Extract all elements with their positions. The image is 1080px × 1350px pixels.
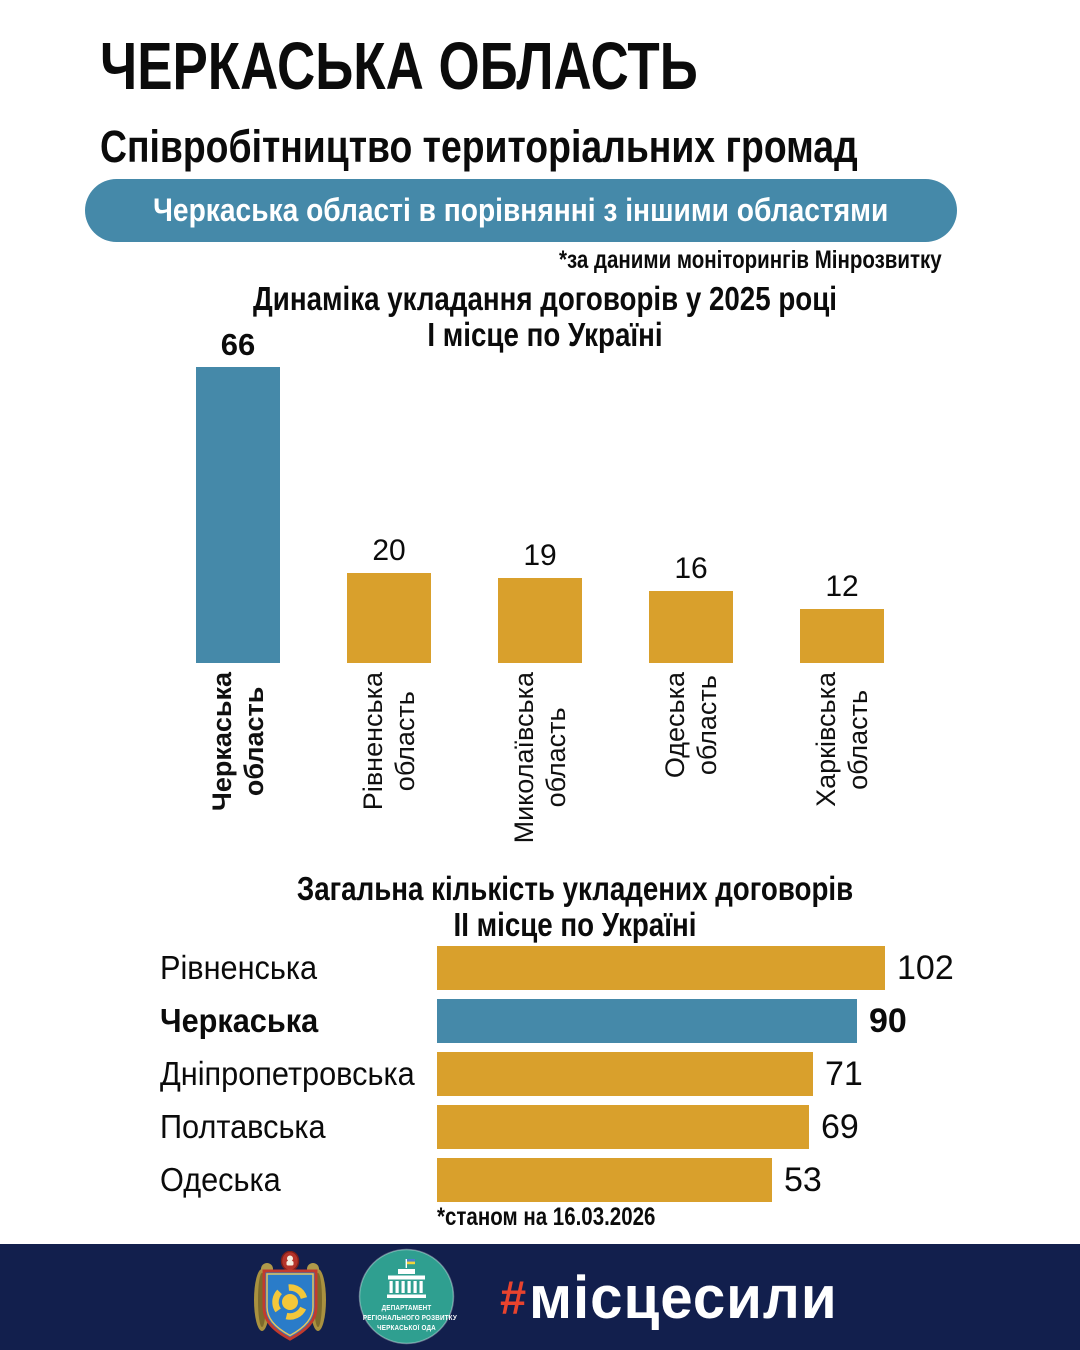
chart1-category-label-box <box>616 672 767 882</box>
chart2-value-label: 69 <box>821 1107 859 1146</box>
chart1-category-label-box <box>314 672 465 882</box>
chart2-row <box>160 946 954 990</box>
chart2-value-label: 102 <box>897 948 954 987</box>
chart2-bar <box>437 946 885 990</box>
chart1-bars <box>0 326 1080 882</box>
chart1-value-label: 16 <box>674 552 708 585</box>
chart1-title-line2: І місце по Україні <box>427 316 663 353</box>
chart1-category-label-box <box>163 672 314 882</box>
chart1-category-label-box <box>767 672 918 882</box>
chart2-row <box>160 1158 954 1202</box>
header <box>100 28 1013 173</box>
chart1-category-label: Харківська область <box>811 672 873 807</box>
chart2-title <box>70 871 1080 943</box>
comparison-banner-text: Черкаська області в порівнянні з іншими областями <box>153 192 889 228</box>
chart2-value-label: 71 <box>825 1054 863 1093</box>
chart2-footnote: *станом на 16.03.2026 <box>437 1203 656 1231</box>
chart2-title-line1: Загальна кількість укладених договорів <box>296 870 854 907</box>
chart2-category-label: Рівненська <box>160 949 318 986</box>
chart2-bar <box>437 1158 772 1202</box>
department-logo-line1: ДЕПАРТАМЕНТ <box>381 1305 432 1312</box>
chart1-category-label: Черкаська область <box>207 672 269 812</box>
chart1-bar <box>498 578 582 663</box>
department-logo <box>358 1248 455 1345</box>
chart2-category-label: Одеська <box>160 1161 281 1198</box>
chart1-bar <box>649 591 733 663</box>
hashtag-text: місцесили <box>529 1263 838 1331</box>
chart2-row <box>160 1105 954 1149</box>
chart1-bar-group <box>314 326 465 882</box>
chart1-category-label: Миколаївська область <box>509 672 571 844</box>
chart1-category-label: Одеська область <box>660 672 722 779</box>
hashtag-symbol: # <box>500 1270 527 1324</box>
chart2-value-label: 90 <box>869 1001 907 1040</box>
chart2-row <box>160 999 954 1043</box>
chart2-row <box>160 1052 954 1096</box>
page-title: ЧЕРКАСЬКА ОБЛАСТЬ <box>100 29 698 104</box>
chart1-bar-group <box>767 326 918 882</box>
source-note: *за даними моніторингів Мінрозвитку <box>559 246 942 274</box>
chart1-bar <box>800 609 884 663</box>
chart1-bar-group <box>465 326 616 882</box>
chart1-category-label: Рівненська область <box>358 672 420 811</box>
comparison-banner <box>85 179 957 242</box>
chart1-value-label: 20 <box>372 534 406 567</box>
chart1-category-label-box <box>465 672 616 882</box>
chart2-title-line2: ІІ місце по Україні <box>453 906 697 943</box>
department-logo-line3: ЧЕРКАСЬКОЇ ОДА <box>377 1325 436 1332</box>
chart1-bar <box>347 573 431 663</box>
chart1-bar <box>196 367 280 663</box>
chart2-category-label: Дніпропетровська <box>160 1055 415 1092</box>
chart1-value-label: 19 <box>523 539 557 572</box>
chart1-title-line1: Динаміка укладання договорів у 2025 році <box>253 280 837 317</box>
page-subtitle: Співробітництво територіальних громад <box>100 121 858 172</box>
chart1-bar-group <box>163 326 314 882</box>
chart1-value-label: 12 <box>825 570 859 603</box>
chart2-bar <box>437 999 857 1043</box>
oblast-coat-of-arms-icon <box>250 1251 330 1343</box>
chart2-category-label: Черкаська <box>160 1002 319 1039</box>
chart2-bar <box>437 1105 809 1149</box>
hashtag-logo <box>500 1244 847 1350</box>
chart2-category-label: Полтавська <box>160 1108 326 1145</box>
department-logo-line2: РЕГІОНАЛЬНОГО РОЗВИТКУ <box>362 1315 457 1322</box>
chart1-value-label: 66 <box>220 327 256 362</box>
chart2-bars <box>160 946 954 1211</box>
chart2-bar <box>437 1052 813 1096</box>
chart1-bar-group <box>616 326 767 882</box>
footer <box>0 1244 1080 1350</box>
chart2-value-label: 53 <box>784 1160 822 1199</box>
